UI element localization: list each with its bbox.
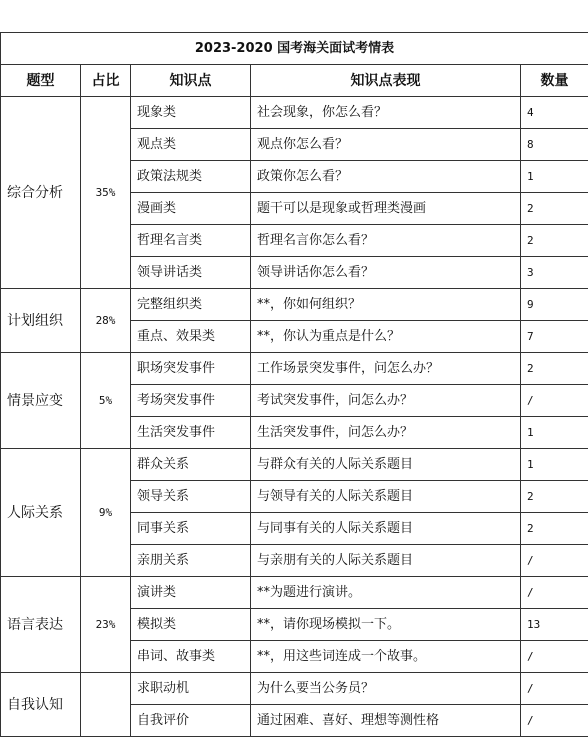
table-row <box>1 97 588 129</box>
count-cell: / <box>521 673 588 705</box>
table-row <box>1 289 588 321</box>
knowledge-point-cell: 哲理名言类 <box>131 225 251 257</box>
percent-cell: 23% <box>81 577 131 673</box>
table-row <box>1 577 588 609</box>
knowledge-point-cell: 领导讲话类 <box>131 257 251 289</box>
knowledge-point-cell: 重点、效果类 <box>131 321 251 353</box>
count-cell: 7 <box>521 321 588 353</box>
exam-stats-table <box>0 32 588 737</box>
table-title: 2023-2020 国考海关面试考情表 <box>1 33 588 65</box>
expression-cell: **，你如何组织？ <box>251 289 521 321</box>
expression-cell: 哲理名言你怎么看？ <box>251 225 521 257</box>
expression-cell: 考试突发事件，问怎么办？ <box>251 385 521 417</box>
table-row <box>1 449 588 481</box>
knowledge-point-cell: 领导关系 <box>131 481 251 513</box>
knowledge-point-cell: 求职动机 <box>131 673 251 705</box>
percent-cell: 9% <box>81 449 131 577</box>
count-cell: / <box>521 385 588 417</box>
knowledge-point-cell: 群众关系 <box>131 449 251 481</box>
expression-cell: 生活突发事件，问怎么办？ <box>251 417 521 449</box>
header-type: 题型 <box>1 65 81 97</box>
expression-cell: 与同事有关的人际关系题目 <box>251 513 521 545</box>
table-row <box>1 673 588 705</box>
expression-cell: 社会现象，你怎么看？ <box>251 97 521 129</box>
percent-cell: 28% <box>81 289 131 353</box>
percent-cell: 35% <box>81 97 131 289</box>
expression-cell: **，你认为重点是什么？ <box>251 321 521 353</box>
knowledge-point-cell: 漫画类 <box>131 193 251 225</box>
percent-cell: 5% <box>81 353 131 449</box>
expression-cell: 领导讲话你怎么看？ <box>251 257 521 289</box>
expression-cell: 与领导有关的人际关系题目 <box>251 481 521 513</box>
expression-cell: 观点你怎么看？ <box>251 129 521 161</box>
count-cell: 9 <box>521 289 588 321</box>
knowledge-point-cell: 自我评价 <box>131 705 251 737</box>
knowledge-point-cell: 生活突发事件 <box>131 417 251 449</box>
count-cell: / <box>521 577 588 609</box>
knowledge-point-cell: 观点类 <box>131 129 251 161</box>
header-row <box>1 65 588 97</box>
category-cell: 计划组织 <box>1 289 81 353</box>
count-cell: 1 <box>521 449 588 481</box>
expression-cell: 通过困难、喜好、理想等测性格 <box>251 705 521 737</box>
title-row <box>1 33 588 65</box>
count-cell: 2 <box>521 513 588 545</box>
expression-cell: **，用这些词连成一个故事。 <box>251 641 521 673</box>
count-cell: 2 <box>521 225 588 257</box>
expression-cell: 工作场景突发事件，问怎么办？ <box>251 353 521 385</box>
count-cell: 2 <box>521 353 588 385</box>
knowledge-point-cell: 亲朋关系 <box>131 545 251 577</box>
knowledge-point-cell: 政策法规类 <box>131 161 251 193</box>
count-cell: 13 <box>521 609 588 641</box>
expression-cell: 与群众有关的人际关系题目 <box>251 449 521 481</box>
category-cell: 自我认知 <box>1 673 81 737</box>
count-cell: 1 <box>521 417 588 449</box>
count-cell: / <box>521 705 588 737</box>
header-expression: 知识点表现 <box>251 65 521 97</box>
count-cell: 2 <box>521 193 588 225</box>
percent-cell <box>81 673 131 737</box>
knowledge-point-cell: 考场突发事件 <box>131 385 251 417</box>
category-cell: 情景应变 <box>1 353 81 449</box>
count-cell: 3 <box>521 257 588 289</box>
count-cell: / <box>521 545 588 577</box>
count-cell: 4 <box>521 97 588 129</box>
knowledge-point-cell: 现象类 <box>131 97 251 129</box>
knowledge-point-cell: 串词、故事类 <box>131 641 251 673</box>
header-point: 知识点 <box>131 65 251 97</box>
knowledge-point-cell: 模拟类 <box>131 609 251 641</box>
header-percent: 占比 <box>81 65 131 97</box>
table-row <box>1 353 588 385</box>
knowledge-point-cell: 同事关系 <box>131 513 251 545</box>
knowledge-point-cell: 演讲类 <box>131 577 251 609</box>
expression-cell: 为什么要当公务员？ <box>251 673 521 705</box>
knowledge-point-cell: 完整组织类 <box>131 289 251 321</box>
expression-cell: **，请你现场模拟一下。 <box>251 609 521 641</box>
count-cell: / <box>521 641 588 673</box>
category-cell: 语言表达 <box>1 577 81 673</box>
expression-cell: 政策你怎么看？ <box>251 161 521 193</box>
expression-cell: 与亲朋有关的人际关系题目 <box>251 545 521 577</box>
expression-cell: **为题进行演讲。 <box>251 577 521 609</box>
count-cell: 1 <box>521 161 588 193</box>
count-cell: 8 <box>521 129 588 161</box>
count-cell: 2 <box>521 481 588 513</box>
expression-cell: 题干可以是现象或哲理类漫画 <box>251 193 521 225</box>
header-count: 数量 <box>521 65 588 97</box>
category-cell: 人际关系 <box>1 449 81 577</box>
category-cell: 综合分析 <box>1 97 81 289</box>
knowledge-point-cell: 职场突发事件 <box>131 353 251 385</box>
